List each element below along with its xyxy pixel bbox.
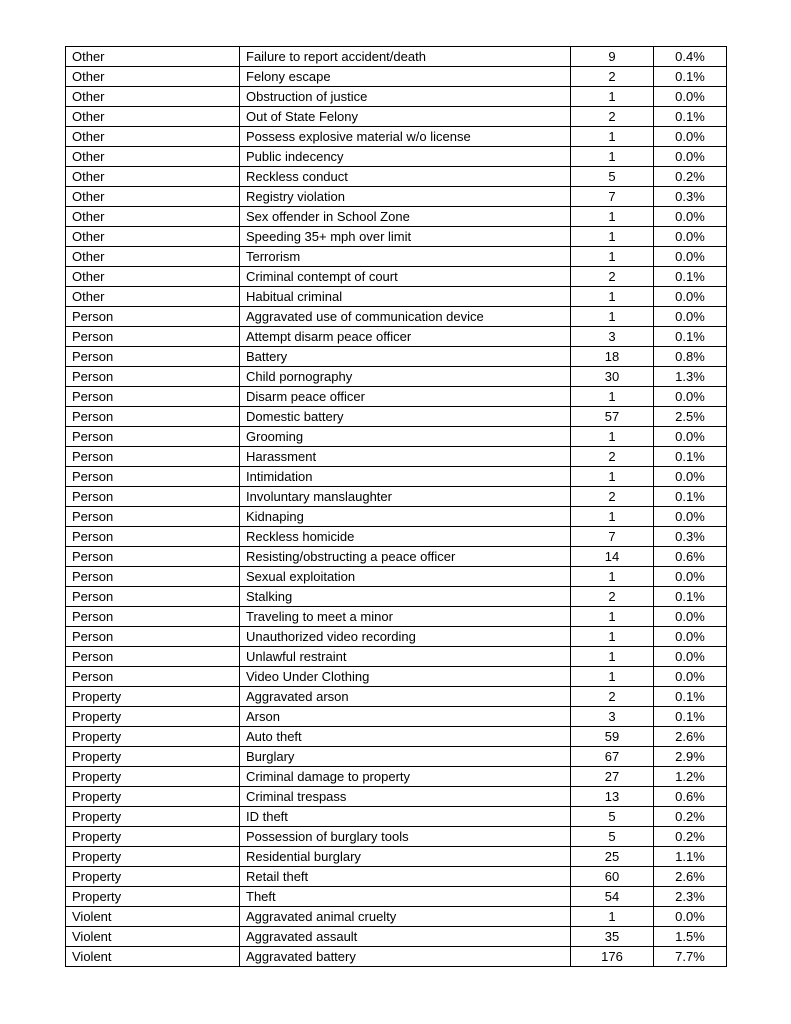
offense-cell: Burglary <box>240 747 571 767</box>
category-cell: Violent <box>66 927 240 947</box>
table-row <box>66 247 727 267</box>
percent-cell: 1.3% <box>654 367 727 387</box>
table-row <box>66 187 727 207</box>
count-cell: 1 <box>571 467 654 487</box>
percent-cell: 0.0% <box>654 307 727 327</box>
table-row <box>66 707 727 727</box>
offense-cell: ID theft <box>240 807 571 827</box>
table-row <box>66 507 727 527</box>
offense-cell: Child pornography <box>240 367 571 387</box>
category-cell: Property <box>66 727 240 747</box>
category-cell: Other <box>66 47 240 67</box>
category-cell: Person <box>66 467 240 487</box>
offense-cell: Felony escape <box>240 67 571 87</box>
table-row <box>66 667 727 687</box>
percent-cell: 0.0% <box>654 907 727 927</box>
offense-cell: Auto theft <box>240 727 571 747</box>
offense-cell: Out of State Felony <box>240 107 571 127</box>
percent-cell: 1.2% <box>654 767 727 787</box>
table-row <box>66 107 727 127</box>
table-row <box>66 307 727 327</box>
table-row <box>66 587 727 607</box>
category-cell: Person <box>66 527 240 547</box>
count-cell: 14 <box>571 547 654 567</box>
category-cell: Other <box>66 87 240 107</box>
category-cell: Person <box>66 627 240 647</box>
count-cell: 3 <box>571 707 654 727</box>
category-cell: Person <box>66 407 240 427</box>
count-cell: 35 <box>571 927 654 947</box>
percent-cell: 7.7% <box>654 947 727 967</box>
count-cell: 5 <box>571 807 654 827</box>
offense-cell: Unlawful restraint <box>240 647 571 667</box>
count-cell: 1 <box>571 227 654 247</box>
category-cell: Person <box>66 367 240 387</box>
percent-cell: 0.6% <box>654 547 727 567</box>
offense-cell: Failure to report accident/death <box>240 47 571 67</box>
percent-cell: 0.1% <box>654 707 727 727</box>
percent-cell: 0.1% <box>654 327 727 347</box>
category-cell: Property <box>66 807 240 827</box>
count-cell: 25 <box>571 847 654 867</box>
category-cell: Other <box>66 167 240 187</box>
percent-cell: 0.0% <box>654 467 727 487</box>
category-cell: Violent <box>66 947 240 967</box>
percent-cell: 0.0% <box>654 287 727 307</box>
offense-table <box>65 46 727 967</box>
table-row <box>66 167 727 187</box>
offense-cell: Criminal contempt of court <box>240 267 571 287</box>
count-cell: 1 <box>571 287 654 307</box>
count-cell: 3 <box>571 327 654 347</box>
count-cell: 1 <box>571 147 654 167</box>
percent-cell: 1.5% <box>654 927 727 947</box>
percent-cell: 0.6% <box>654 787 727 807</box>
category-cell: Person <box>66 387 240 407</box>
table-row <box>66 567 727 587</box>
table-row <box>66 867 727 887</box>
count-cell: 176 <box>571 947 654 967</box>
offense-cell: Retail theft <box>240 867 571 887</box>
table-row <box>66 927 727 947</box>
count-cell: 2 <box>571 267 654 287</box>
table-row <box>66 447 727 467</box>
table-row <box>66 547 727 567</box>
count-cell: 9 <box>571 47 654 67</box>
category-cell: Person <box>66 647 240 667</box>
offense-cell: Involuntary manslaughter <box>240 487 571 507</box>
percent-cell: 0.2% <box>654 807 727 827</box>
offense-cell: Sexual exploitation <box>240 567 571 587</box>
table-row <box>66 47 727 67</box>
count-cell: 5 <box>571 167 654 187</box>
category-cell: Property <box>66 787 240 807</box>
percent-cell: 0.0% <box>654 387 727 407</box>
count-cell: 1 <box>571 87 654 107</box>
table-row <box>66 847 727 867</box>
percent-cell: 2.6% <box>654 727 727 747</box>
table-row <box>66 427 727 447</box>
category-cell: Other <box>66 287 240 307</box>
category-cell: Person <box>66 587 240 607</box>
table-row <box>66 207 727 227</box>
count-cell: 67 <box>571 747 654 767</box>
percent-cell: 0.0% <box>654 647 727 667</box>
count-cell: 1 <box>571 127 654 147</box>
offense-cell: Intimidation <box>240 467 571 487</box>
offense-cell: Speeding 35+ mph over limit <box>240 227 571 247</box>
percent-cell: 0.0% <box>654 627 727 647</box>
table-row <box>66 347 727 367</box>
count-cell: 1 <box>571 567 654 587</box>
offense-cell: Domestic battery <box>240 407 571 427</box>
offense-cell: Arson <box>240 707 571 727</box>
table-row <box>66 907 727 927</box>
offense-cell: Criminal trespass <box>240 787 571 807</box>
category-cell: Property <box>66 767 240 787</box>
count-cell: 27 <box>571 767 654 787</box>
percent-cell: 0.1% <box>654 107 727 127</box>
category-cell: Property <box>66 847 240 867</box>
percent-cell: 0.0% <box>654 427 727 447</box>
count-cell: 1 <box>571 907 654 927</box>
table-row <box>66 487 727 507</box>
table-row <box>66 87 727 107</box>
table-row <box>66 287 727 307</box>
category-cell: Person <box>66 447 240 467</box>
category-cell: Property <box>66 707 240 727</box>
offense-cell: Terrorism <box>240 247 571 267</box>
percent-cell: 0.2% <box>654 167 727 187</box>
category-cell: Person <box>66 667 240 687</box>
offense-cell: Stalking <box>240 587 571 607</box>
category-cell: Other <box>66 107 240 127</box>
percent-cell: 0.0% <box>654 207 727 227</box>
table-row <box>66 127 727 147</box>
count-cell: 2 <box>571 587 654 607</box>
table-row <box>66 607 727 627</box>
table-row <box>66 827 727 847</box>
table-row <box>66 747 727 767</box>
table-row <box>66 627 727 647</box>
offense-cell: Public indecency <box>240 147 571 167</box>
offense-cell: Aggravated use of communication device <box>240 307 571 327</box>
category-cell: Other <box>66 147 240 167</box>
count-cell: 1 <box>571 387 654 407</box>
count-cell: 1 <box>571 667 654 687</box>
offense-cell: Unauthorized video recording <box>240 627 571 647</box>
percent-cell: 2.3% <box>654 887 727 907</box>
table-row <box>66 527 727 547</box>
count-cell: 7 <box>571 527 654 547</box>
table-row <box>66 807 727 827</box>
percent-cell: 0.0% <box>654 87 727 107</box>
category-cell: Person <box>66 507 240 527</box>
offense-cell: Disarm peace officer <box>240 387 571 407</box>
count-cell: 54 <box>571 887 654 907</box>
table-row <box>66 947 727 967</box>
table-row <box>66 227 727 247</box>
offense-cell: Possession of burglary tools <box>240 827 571 847</box>
offense-cell: Criminal damage to property <box>240 767 571 787</box>
offense-cell: Aggravated animal cruelty <box>240 907 571 927</box>
count-cell: 18 <box>571 347 654 367</box>
offense-cell: Aggravated arson <box>240 687 571 707</box>
count-cell: 1 <box>571 247 654 267</box>
count-cell: 30 <box>571 367 654 387</box>
percent-cell: 0.4% <box>654 47 727 67</box>
offense-cell: Traveling to meet a minor <box>240 607 571 627</box>
percent-cell: 0.8% <box>654 347 727 367</box>
count-cell: 5 <box>571 827 654 847</box>
percent-cell: 0.0% <box>654 607 727 627</box>
percent-cell: 0.3% <box>654 187 727 207</box>
offense-cell: Attempt disarm peace officer <box>240 327 571 347</box>
table-row <box>66 387 727 407</box>
offense-table-body <box>66 47 727 967</box>
percent-cell: 0.0% <box>654 127 727 147</box>
table-row <box>66 647 727 667</box>
table-row <box>66 767 727 787</box>
table-row <box>66 687 727 707</box>
table-row <box>66 67 727 87</box>
count-cell: 1 <box>571 427 654 447</box>
percent-cell: 0.1% <box>654 447 727 467</box>
table-row <box>66 367 727 387</box>
table-row <box>66 327 727 347</box>
count-cell: 1 <box>571 507 654 527</box>
count-cell: 13 <box>571 787 654 807</box>
offense-cell: Residential burglary <box>240 847 571 867</box>
count-cell: 2 <box>571 107 654 127</box>
percent-cell: 0.1% <box>654 267 727 287</box>
offense-cell: Aggravated assault <box>240 927 571 947</box>
offense-cell: Habitual criminal <box>240 287 571 307</box>
percent-cell: 0.1% <box>654 67 727 87</box>
count-cell: 2 <box>571 487 654 507</box>
category-cell: Property <box>66 887 240 907</box>
offense-cell: Obstruction of justice <box>240 87 571 107</box>
count-cell: 2 <box>571 447 654 467</box>
count-cell: 1 <box>571 627 654 647</box>
category-cell: Property <box>66 867 240 887</box>
percent-cell: 0.1% <box>654 487 727 507</box>
percent-cell: 0.1% <box>654 587 727 607</box>
offense-cell: Theft <box>240 887 571 907</box>
category-cell: Other <box>66 67 240 87</box>
category-cell: Property <box>66 747 240 767</box>
category-cell: Other <box>66 267 240 287</box>
offense-cell: Battery <box>240 347 571 367</box>
offense-cell: Reckless conduct <box>240 167 571 187</box>
count-cell: 7 <box>571 187 654 207</box>
category-cell: Other <box>66 207 240 227</box>
count-cell: 2 <box>571 687 654 707</box>
table-row <box>66 727 727 747</box>
percent-cell: 1.1% <box>654 847 727 867</box>
offense-cell: Video Under Clothing <box>240 667 571 687</box>
count-cell: 1 <box>571 307 654 327</box>
offense-cell: Grooming <box>240 427 571 447</box>
percent-cell: 0.0% <box>654 567 727 587</box>
count-cell: 57 <box>571 407 654 427</box>
offense-cell: Possess explosive material w/o license <box>240 127 571 147</box>
category-cell: Other <box>66 247 240 267</box>
category-cell: Person <box>66 607 240 627</box>
percent-cell: 0.1% <box>654 687 727 707</box>
table-row <box>66 787 727 807</box>
percent-cell: 2.6% <box>654 867 727 887</box>
category-cell: Other <box>66 187 240 207</box>
percent-cell: 2.9% <box>654 747 727 767</box>
percent-cell: 0.3% <box>654 527 727 547</box>
category-cell: Other <box>66 227 240 247</box>
offense-cell: Sex offender in School Zone <box>240 207 571 227</box>
percent-cell: 0.0% <box>654 227 727 247</box>
percent-cell: 0.0% <box>654 247 727 267</box>
count-cell: 60 <box>571 867 654 887</box>
category-cell: Property <box>66 687 240 707</box>
category-cell: Person <box>66 307 240 327</box>
percent-cell: 0.0% <box>654 507 727 527</box>
category-cell: Violent <box>66 907 240 927</box>
count-cell: 1 <box>571 607 654 627</box>
category-cell: Person <box>66 567 240 587</box>
table-row <box>66 267 727 287</box>
percent-cell: 0.2% <box>654 827 727 847</box>
offense-cell: Resisting/obstructing a peace officer <box>240 547 571 567</box>
category-cell: Person <box>66 487 240 507</box>
category-cell: Other <box>66 127 240 147</box>
category-cell: Person <box>66 427 240 447</box>
offense-cell: Kidnaping <box>240 507 571 527</box>
table-row <box>66 887 727 907</box>
offense-cell: Harassment <box>240 447 571 467</box>
table-row <box>66 147 727 167</box>
count-cell: 1 <box>571 207 654 227</box>
count-cell: 59 <box>571 727 654 747</box>
category-cell: Person <box>66 547 240 567</box>
table-row <box>66 407 727 427</box>
count-cell: 2 <box>571 67 654 87</box>
category-cell: Person <box>66 327 240 347</box>
offense-cell: Reckless homicide <box>240 527 571 547</box>
percent-cell: 2.5% <box>654 407 727 427</box>
category-cell: Person <box>66 347 240 367</box>
category-cell: Property <box>66 827 240 847</box>
offense-cell: Registry violation <box>240 187 571 207</box>
percent-cell: 0.0% <box>654 147 727 167</box>
table-row <box>66 467 727 487</box>
percent-cell: 0.0% <box>654 667 727 687</box>
offense-cell: Aggravated battery <box>240 947 571 967</box>
count-cell: 1 <box>571 647 654 667</box>
